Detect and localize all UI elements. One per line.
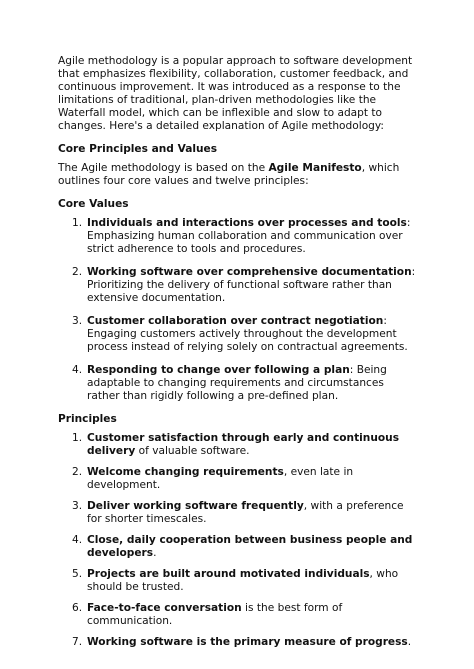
principle-title: Projects are built around motivated individuals bbox=[87, 568, 370, 580]
principle-description: , with a preference for shorter timescales. bbox=[87, 500, 404, 525]
principle-title: Customer satisfaction through early and continuous delivery bbox=[87, 432, 400, 457]
principle-description: . bbox=[153, 547, 157, 559]
list-number: 4. bbox=[72, 534, 83, 546]
list-number: 6. bbox=[72, 602, 83, 614]
list-number: 7. bbox=[72, 636, 83, 648]
core-values-list bbox=[58, 217, 416, 403]
list-number: 4. bbox=[72, 364, 83, 376]
principles-heading: Principles bbox=[58, 413, 117, 425]
principle-title: Close, daily cooperation between business people and developers bbox=[87, 534, 413, 559]
principle-item bbox=[58, 568, 416, 594]
list-number: 2. bbox=[72, 266, 83, 278]
list-number: 5. bbox=[72, 568, 83, 580]
principle-item bbox=[58, 602, 416, 628]
core-value-description: : Being adaptable to changing requirements and circumstances rather than rigidly following a pre-defined plan. bbox=[87, 364, 387, 402]
list-number: 1. bbox=[72, 432, 83, 444]
principle-item bbox=[58, 500, 416, 526]
core-value-item bbox=[58, 315, 416, 354]
principle-title: Working software is the primary measure of progress bbox=[87, 636, 408, 648]
core-value-item bbox=[58, 217, 416, 256]
manifesto-text-before: The Agile methodology is based on the bbox=[58, 162, 269, 174]
core-value-item bbox=[58, 266, 416, 305]
principle-title: Welcome changing requirements bbox=[87, 466, 284, 478]
core-principles-heading: Core Principles and Values bbox=[58, 143, 218, 155]
principle-description: of valuable software. bbox=[135, 445, 250, 457]
core-value-item bbox=[58, 364, 416, 403]
manifesto-text-after: , which outlines four core values and twelve principles: bbox=[58, 162, 400, 187]
core-value-title: Individuals and interactions over processes and tools bbox=[87, 217, 407, 229]
principle-description: is the best form of communication. bbox=[87, 602, 343, 627]
list-number: 2. bbox=[72, 466, 83, 478]
principle-item bbox=[58, 636, 416, 649]
core-value-description: : Prioritizing the delivery of functional software rather than extensive documentation. bbox=[87, 266, 416, 304]
principles-list bbox=[58, 432, 416, 649]
principle-title: Deliver working software frequently bbox=[87, 500, 304, 512]
principle-item bbox=[58, 534, 416, 560]
core-value-description: : Engaging customers actively throughout the development process instead of relying solely on contractual agreements. bbox=[87, 315, 408, 353]
core-value-title: Responding to change over following a plan bbox=[87, 364, 350, 376]
intro-paragraph: Agile methodology is a popular approach to software development that emphasizes flexibility, collaboration, customer feedback, and continuous improvement. It was introduced as a response to the limitations of traditional, plan-driven methodologies like the Waterfall model, which can be inflexible and slow to adapt to changes. Here's a detailed explanation of Agile methodology: bbox=[58, 55, 413, 132]
core-value-description: : Emphasizing human collaboration and communication over strict adherence to tools and procedures. bbox=[87, 217, 411, 255]
principle-item bbox=[58, 432, 416, 458]
principle-item bbox=[58, 466, 416, 492]
core-values-heading: Core Values bbox=[58, 198, 129, 210]
core-value-title: Working software over comprehensive documentation bbox=[87, 266, 412, 278]
core-value-title: Customer collaboration over contract negotiation bbox=[87, 315, 384, 327]
principle-title: Face-to-face conversation bbox=[87, 602, 242, 614]
list-number: 3. bbox=[72, 500, 83, 512]
agile-manifesto-term: Agile Manifesto bbox=[268, 162, 362, 174]
principle-description: , even late in development. bbox=[87, 466, 354, 491]
principle-description: . bbox=[407, 636, 412, 648]
manifesto-paragraph bbox=[58, 162, 416, 188]
list-number: 1. bbox=[72, 217, 83, 229]
list-number: 3. bbox=[72, 315, 83, 327]
principle-description: , who should be trusted. bbox=[87, 568, 399, 593]
